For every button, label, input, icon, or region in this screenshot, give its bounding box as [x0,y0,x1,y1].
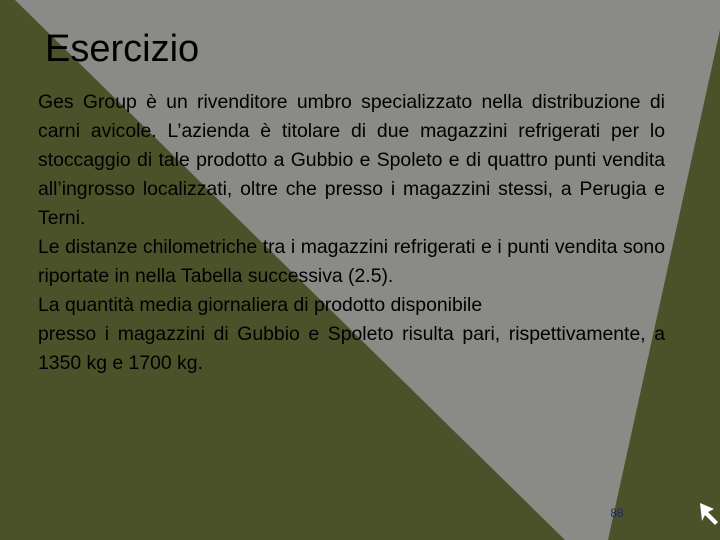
paragraph-distances: Le distanze chilometriche tra i magazzini refrigerati e i punti vendita sono riportate in nella Tabella successiva (2.5). [38,236,665,287]
paragraph-quantity: La quantità media giornaliera di prodotto disponibile [38,294,483,316]
slide-body [38,88,665,378]
page-number: 88 [610,506,624,520]
paragraph-warehouses: presso i magazzini di Gubbio e Spoleto risulta pari, rispettivamente, a 1350 kg e 1700 kg. [38,323,665,374]
paragraph-intro: Ges Group è un rivenditore umbro specializzato nella distribuzione di carni avicole. L’azienda è titolare di due magazzini refrigerati per lo stoccaggio di tale prodotto a Gubbio e Spoleto e di quattro punti vendita all’ingrosso localizzati, oltre che presso i magazzini stessi, a Perugia e Terni. [38,91,665,229]
slide-title: Esercizio [45,28,200,70]
